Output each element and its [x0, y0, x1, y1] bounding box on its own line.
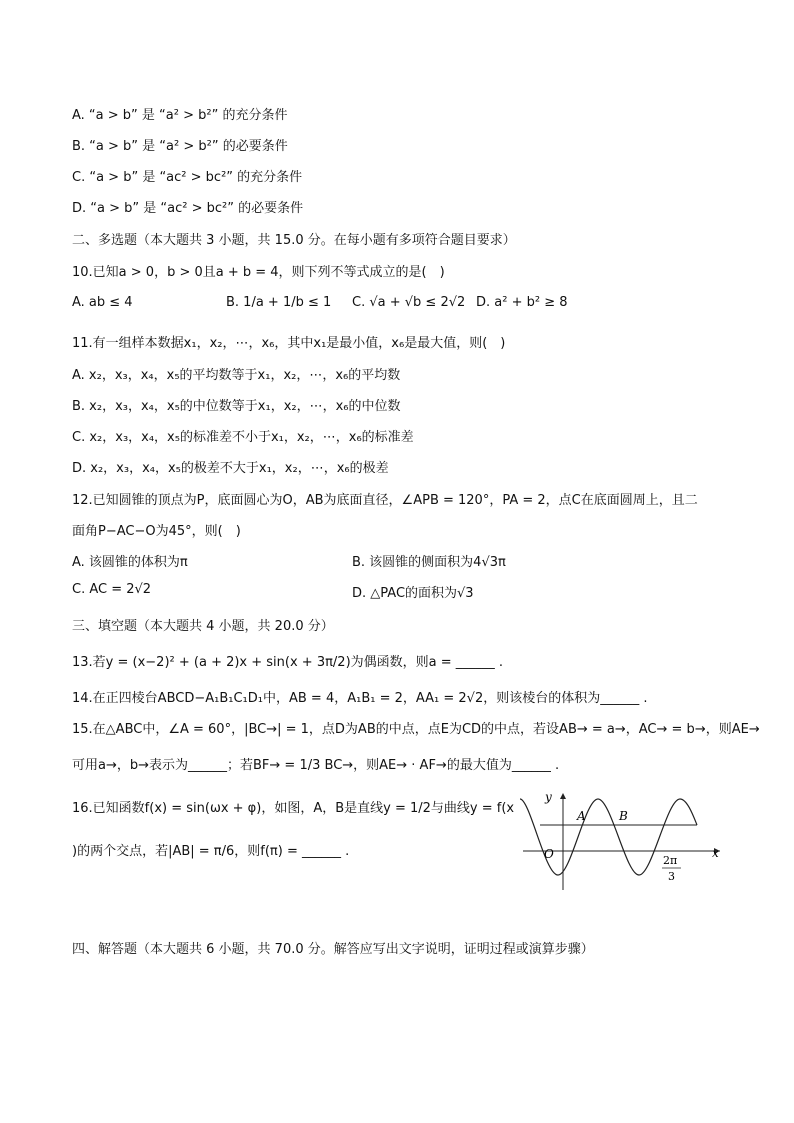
point-a-label: A — [577, 809, 586, 823]
q15-line2: 可用a→，b→表示为______；若BF→ = 1/3 BC→，则AE→ · AF→的最大值为______ . — [72, 758, 560, 773]
q11-option-d: D. x₂，x₃，x₄，x₅的极差不大于x₁，x₂，⋯，x₆的极差 — [72, 461, 389, 476]
y-axis-arrow — [560, 793, 566, 799]
q12-option-d: D. △PAC的面积为√3 — [352, 586, 474, 601]
q11-option-b: B. x₂，x₃，x₄，x₅的中位数等于x₁，x₂，⋯，x₆的中位数 — [72, 399, 401, 414]
q12-stem-line1: 12.已知圆锥的顶点为P，底面圆心为O，AB为底面直径，∠APB = 120°，PA = 2，点C在底面圆周上，且二 — [72, 493, 698, 508]
q16-line1: 16.已知函数f(x) = sin(ωx + φ)，如图，A，B是直线y = 1/2与曲线y = f(x — [72, 801, 515, 816]
q10-option-a: A. ab ≤ 4 — [72, 295, 133, 310]
q10-option-d: D. a² + b² ≥ 8 — [476, 295, 568, 310]
q14-text: 14.在正四棱台ABCD−A₁B₁C₁D₁中，AB = 4，A₁B₁ = 2，AA₁ = 2√2，则该棱台的体积为______ . — [72, 691, 648, 706]
y-axis-label: y — [545, 790, 552, 804]
q11-option-c: C. x₂，x₃，x₄，x₅的标准差不小于x₁，x₂，⋯，x₆的标准差 — [72, 430, 414, 445]
section-3-heading: 三、填空题（本大题共 4 小题，共 20.0 分） — [72, 619, 334, 634]
q12-option-a: A. 该圆锥的体积为π — [72, 555, 188, 570]
q11-stem: 11.有一组样本数据x₁，x₂，⋯，x₆，其中x₁是最小值，x₆是最大值，则( ) — [72, 336, 506, 351]
tick-label-denominator: 3 — [668, 870, 675, 883]
q12-option-c: C. AC = 2√2 — [72, 582, 152, 597]
q9-option-d: D. “a > b” 是 “ac² > bc²” 的必要条件 — [72, 201, 304, 216]
q9-option-c: C. “a > b” 是 “ac² > bc²” 的充分条件 — [72, 170, 303, 185]
point-b-label: B — [619, 809, 628, 823]
q10-option-b: B. 1/a + 1/b ≤ 1 — [226, 295, 332, 310]
tick-label-numerator: 2π — [663, 854, 678, 867]
origin-label: O — [544, 847, 554, 861]
q16-line2: )的两个交点，若|AB| = π/6，则f(π) = ______ . — [72, 844, 350, 859]
section-4-heading: 四、解答题（本大题共 6 小题，共 70.0 分。解答应写出文字说明，证明过程或演算步骤） — [72, 942, 594, 957]
sine-graph — [515, 785, 730, 895]
q11-option-a: A. x₂，x₃，x₄，x₅的平均数等于x₁，x₂，⋯，x₆的平均数 — [72, 368, 401, 383]
q12-option-b: B. 该圆锥的侧面积为4√3π — [352, 555, 506, 570]
x-axis-label: x — [712, 846, 719, 860]
q12-stem-line2: 面角P−AC−O为45°，则( ) — [72, 524, 241, 539]
q9-option-b: B. “a > b” 是 “a² > b²” 的必要条件 — [72, 139, 288, 154]
q13-text: 13.若y = (x−2)² + (a + 2)x + sin(x + 3π/2)为偶函数，则a = ______ . — [72, 655, 504, 670]
q10-option-c: C. √a + √b ≤ 2√2 — [352, 295, 466, 310]
q15-line1: 15.在△ABC中，∠A = 60°，|BC→| = 1，点D为AB的中点，点E为CD的中点，若设AB→ = a→，AC→ = b→，则AE→ — [72, 722, 760, 737]
q9-option-a: A. “a > b” 是 “a² > b²” 的充分条件 — [72, 108, 288, 123]
q10-stem: 10.已知a > 0，b > 0且a + b = 4，则下列不等式成立的是( ) — [72, 265, 445, 280]
section-2-heading: 二、多选题（本大题共 3 小题，共 15.0 分。在每小题有多项符合题目要求） — [72, 233, 516, 248]
